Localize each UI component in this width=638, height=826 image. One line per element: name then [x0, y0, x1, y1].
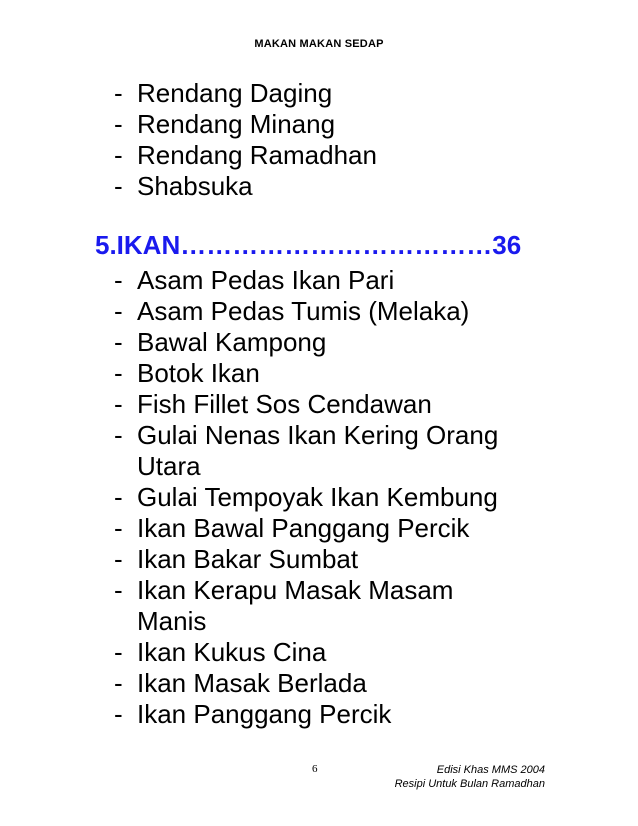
- list-item-text: Ikan Kerapu Masak Masam: [137, 575, 454, 605]
- list-item-text: Rendang Ramadhan: [137, 140, 377, 170]
- list-item: [114, 109, 377, 140]
- list-dash: -: [114, 78, 123, 108]
- list-item: [114, 482, 498, 513]
- list-item: [114, 544, 498, 575]
- list-item-text: Ikan Masak Berlada: [137, 668, 367, 698]
- recipe-list-rendang: [114, 78, 377, 202]
- list-item-text: Ikan Bawal Panggang Percik: [137, 513, 470, 543]
- list-dash: -: [114, 327, 123, 357]
- list-dash: -: [114, 637, 123, 667]
- list-dash: -: [114, 699, 123, 729]
- list-item: [114, 78, 377, 109]
- list-item-text: Ikan Panggang Percik: [137, 699, 392, 729]
- list-dash: -: [114, 109, 123, 139]
- footer-edition-block: [395, 763, 545, 791]
- list-dash: -: [114, 420, 123, 450]
- list-item: [114, 171, 377, 202]
- footer-subtitle: Resipi Untuk Bulan Ramadhan: [394, 778, 545, 790]
- list-item-text: Asam Pedas Ikan Pari: [137, 265, 395, 295]
- list-item-text: Ikan Bakar Sumbat: [137, 544, 359, 574]
- list-item: [114, 296, 498, 327]
- list-item: [114, 668, 498, 699]
- list-item-continuation: Utara: [137, 451, 201, 481]
- list-dash: -: [114, 140, 123, 170]
- list-item-continuation: Manis: [137, 606, 207, 636]
- list-dash: -: [114, 544, 123, 574]
- list-dash: -: [114, 358, 123, 388]
- footer-edition: Edisi Khas MMS 2004: [436, 764, 545, 776]
- list-item-text: Gulai Tempoyak Ikan Kembung: [137, 482, 498, 512]
- list-dash: -: [114, 171, 123, 201]
- list-item-text: Botok Ikan: [137, 358, 260, 388]
- list-dash: -: [114, 513, 123, 543]
- list-item: [114, 420, 498, 482]
- list-item: [114, 699, 498, 730]
- list-item: [114, 265, 498, 296]
- list-dash: -: [114, 389, 123, 419]
- list-item-text: Rendang Daging: [137, 78, 333, 108]
- recipe-list-ikan: [114, 265, 498, 730]
- page-number: 6: [312, 763, 318, 775]
- list-item-text: Shabsuka: [137, 171, 253, 201]
- list-dash: -: [114, 482, 123, 512]
- list-item: [114, 358, 498, 389]
- list-item-text: Rendang Minang: [137, 109, 336, 139]
- list-dash: -: [114, 265, 123, 295]
- section-heading-ikan: 5.IKAN………………………………36: [95, 230, 522, 260]
- list-item: [114, 513, 498, 544]
- list-item: [114, 327, 498, 358]
- list-item-text: Fish Fillet Sos Cendawan: [137, 389, 432, 419]
- list-item-text: Bawal Kampong: [137, 327, 327, 357]
- list-item-text: Asam Pedas Tumis (Melaka): [137, 296, 470, 326]
- list-item-text: Gulai Nenas Ikan Kering Orang: [137, 420, 499, 450]
- list-item: [114, 575, 498, 637]
- list-dash: -: [114, 575, 123, 605]
- list-item: [114, 637, 498, 668]
- list-dash: -: [114, 296, 123, 326]
- list-item: [114, 140, 377, 171]
- list-item: [114, 389, 498, 420]
- list-item-text: Ikan Kukus Cina: [137, 637, 327, 667]
- page-header-title: MAKAN MAKAN SEDAP: [254, 38, 384, 50]
- list-dash: -: [114, 668, 123, 698]
